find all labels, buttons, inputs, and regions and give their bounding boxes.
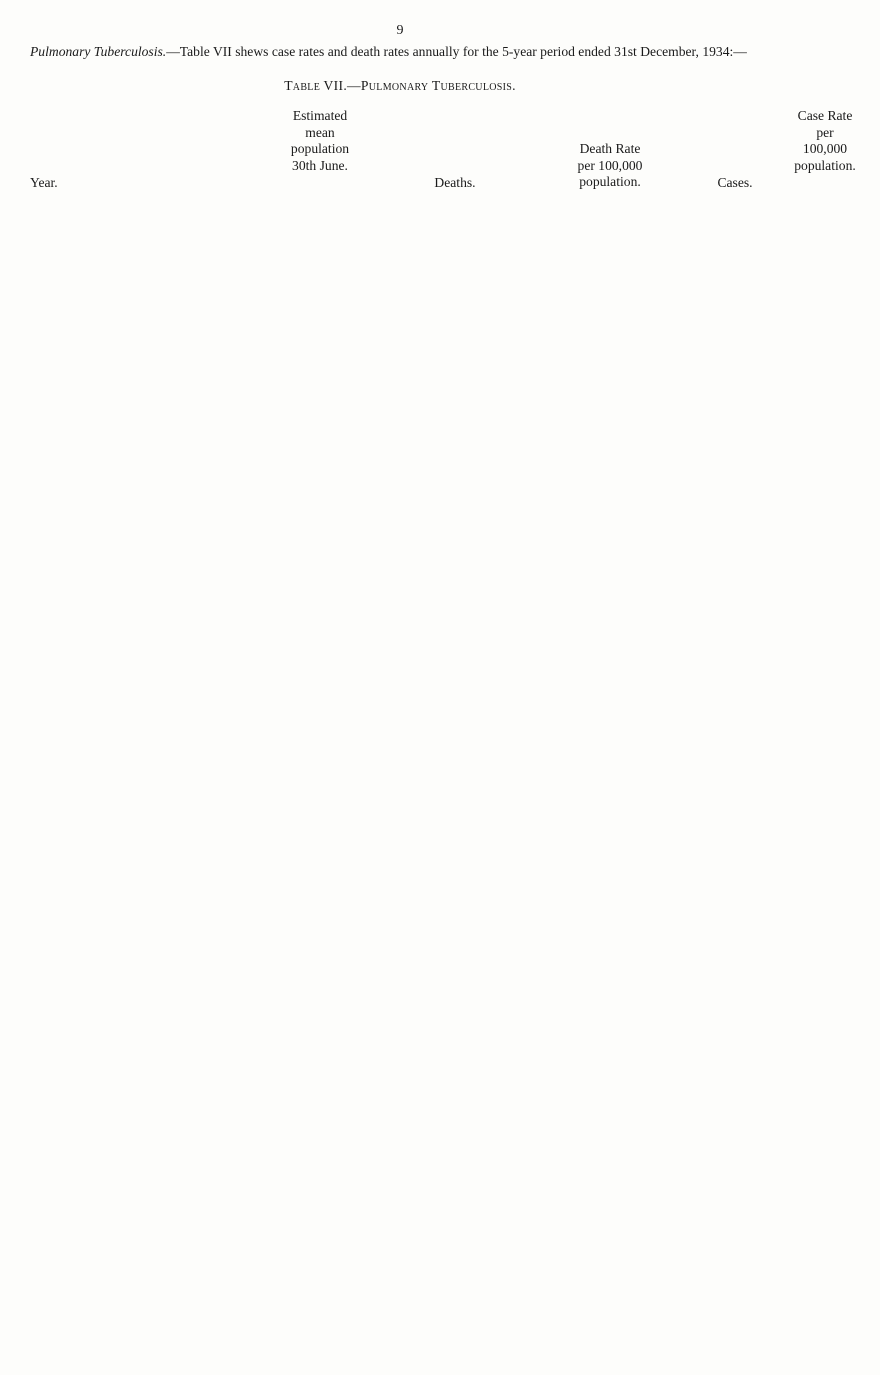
intro-paragraph [30, 43, 778, 60]
t7-hdr-cr-3: 100,000 [802, 141, 848, 156]
t7-hdr-cr-2: per [816, 124, 834, 140]
t7-header-year: Year. [30, 175, 58, 190]
t7-hdr-cr-4: population. [794, 157, 856, 173]
t7-hdr-dr-3: population. [579, 174, 641, 189]
t7-hdr-pop-3: population [290, 141, 350, 156]
t7-hdr-dr-2: per 100,000 [577, 157, 643, 173]
t7-hdr-pop-4: 30th June. [292, 157, 348, 173]
table7-caption: Table VII.—Pulmonary Tuberculosis. [284, 78, 516, 93]
t7-hdr-dr-1: Death Rate [579, 141, 641, 156]
t7-hdr-pop-1: Estimated [292, 108, 348, 123]
t7-header-population [255, 108, 385, 174]
t7-header-death-rate [535, 141, 685, 191]
t7-hdr-cr-1: Case Rate [797, 108, 853, 123]
page-number: 9 [396, 23, 404, 38]
t7-header-case-rate [770, 108, 880, 174]
t7-hdr-pop-2: mean [305, 124, 335, 140]
t7-header-cases: Cases. [717, 175, 753, 190]
t7-header-deaths: Deaths. [434, 175, 476, 190]
section-heading: Pulmonary Tuberculosis. [30, 44, 167, 59]
intro-text: —Table VII shews case rates and death rates annually for the 5-year period ended 31st December, 1934:— [166, 44, 747, 59]
